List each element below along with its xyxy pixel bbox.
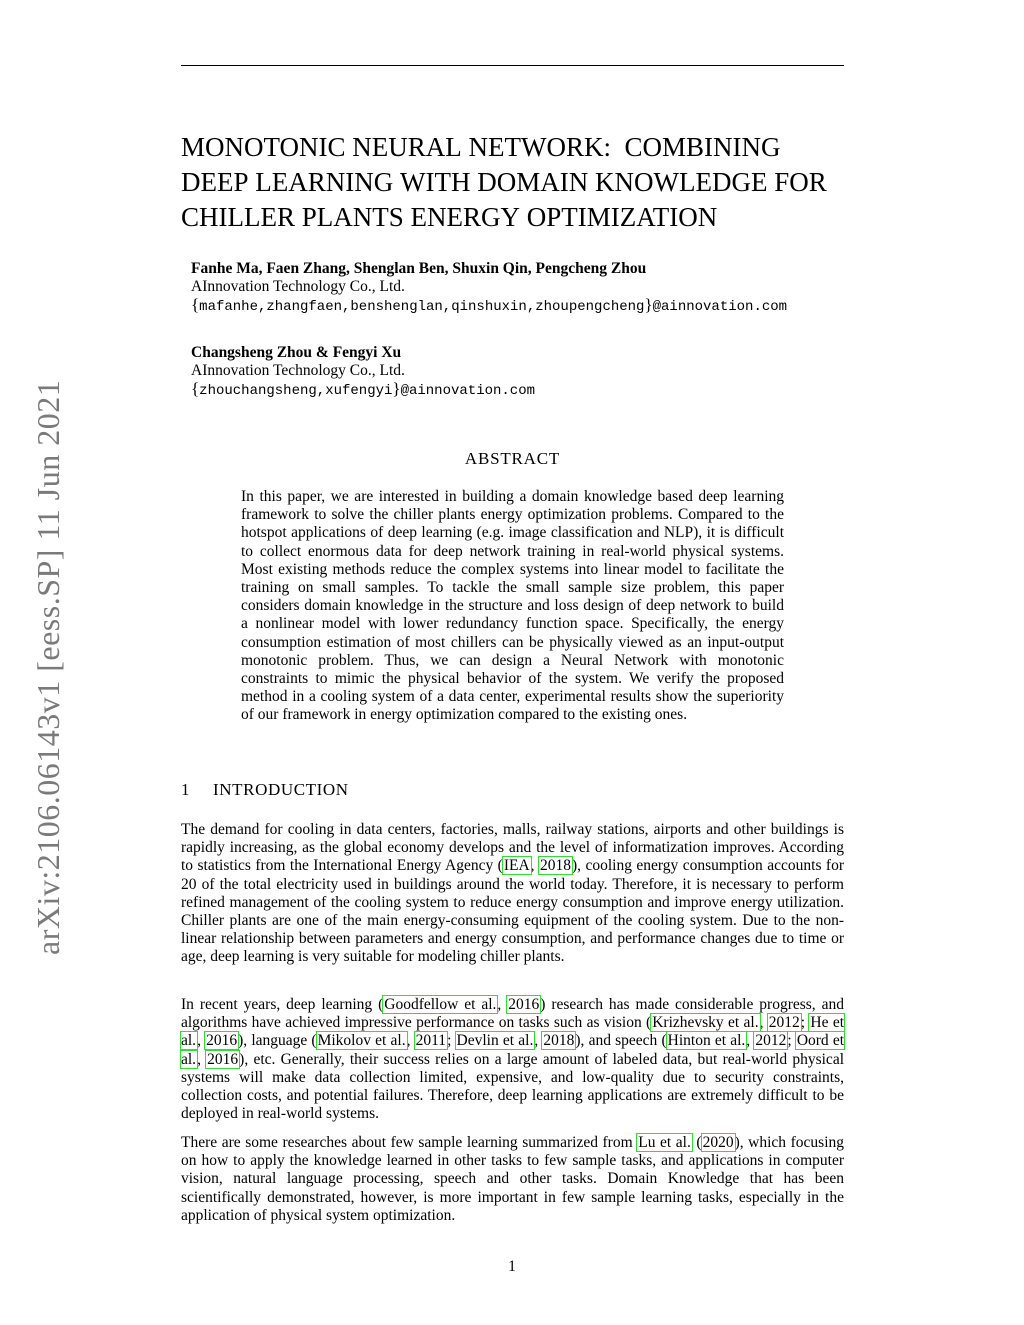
abstract-heading: ABSTRACT	[464, 449, 561, 468]
citation-link[interactable]: Lu et al.	[638, 1134, 691, 1151]
citation-link[interactable]: 2016	[207, 1050, 239, 1068]
author-names: Fanhe Ma, Faen Zhang, Shenglan Ben, Shuxin Qin, Pengcheng Zhou	[191, 260, 647, 277]
citation-link[interactable]: IEA	[503, 857, 530, 875]
paragraph: In recent years, deep learning (Goodfellow et al., 2016) research has made considerable progress, and algorithms have achieved impressive performance on tasks such as vision (Krizhevsky et al., 2012; He et al., 2016), language (Mikolov et al., 2011; Devlin et al., 2018), and speech (Hinton et al., 2012; Oord et al., 2016), etc. Generally, their success relies on a large amount of labeled data, but real-world physical systems will make data collection limited, expensive, and low-quality due to security constraints, collection costs, and potential failures. Therefore, deep learning applications are extremely difficult to be deployed in real-world systems.	[181, 996, 845, 1123]
citation-link[interactable]: Hinton et al.	[667, 1032, 746, 1050]
citation-link[interactable]: 2018	[539, 857, 571, 875]
citation-link[interactable]: 2011	[415, 1032, 447, 1050]
arxiv-identifier-stamp: arXiv:2106.06143v1 [eess.SP] 11 Jun 2021	[30, 379, 66, 955]
abstract-text: In this paper, we are interested in building a domain knowledge based deep learning framework to solve the chiller plants energy optimization problems. Compared to the hotspot applications of deep learning (e.g. image classification and NLP), it is difficult to collect enormous data for deep network training in real-world physical systems. Most existing methods reduce the complex systems into linear model to facilitate the training on small samples. To tackle the small sample size problem, this paper considers domain knowledge in the structure and loss design of deep network to build a nonlinear model with lower redundancy function space. Specifically, the energy consumption estimation of most chillers can be physically viewed as an input-output monotonic problem. Thus, we can design a Neural Network with monotonic constraints to mimic the physical behavior of the system. We verify the proposed method in a cooling system of a data center, experimental results show the superiority of our framework in energy optimization compared to the existing ones.	[241, 488, 784, 724]
author-affiliation: AInnovation Technology Co., Ltd.	[191, 362, 405, 379]
citation-link[interactable]: 2020	[702, 1134, 734, 1151]
citation-link[interactable]: Goodfellow et al.	[384, 996, 497, 1013]
section-heading-introduction: 1 INTRODUCTION	[181, 780, 349, 799]
author-group-1	[191, 260, 911, 316]
paper-title: MONOTONIC NEURAL NETWORK: COMBINING DEEP LEARNING WITH DOMAIN KNOWLEDGE FOR CHILLER PLANTS ENERGY OPTIMIZATION	[181, 132, 827, 232]
author-affiliation: AInnovation Technology Co., Ltd.	[191, 278, 405, 295]
paragraph: The demand for cooling in data centers, factories, malls, railway stations, airports and other buildings is rapidly increasing, as the global economy develops and the level of informatization improves. According to statistics from the International Energy Agency (IEA, 2018), cooling energy consumption accounts for 20 of the total electricity used in buildings around the world today. Therefore, it is necessary to perform refined management of the cooling system to reduce energy consumption and improve energy utilization. Chiller plants are one of the main energy-consuming equipment of the cooling system. Due to the non-linear relationship between parameters and energy consumption, and performance changes due to time or age, deep learning is very suitable for modeling chiller plants.	[181, 821, 844, 966]
author-group-2	[191, 344, 911, 400]
citation-link[interactable]: 2012	[768, 1014, 800, 1032]
citation-link[interactable]: 2016	[508, 996, 540, 1013]
author-names: Changsheng Zhou & Fengyi Xu	[191, 344, 402, 361]
author-email: {mafanhe,zhangfaen,benshenglan,qinshuxin,zhoupengcheng}@ainnovation.com	[191, 295, 788, 315]
citation-link[interactable]: 2012	[755, 1032, 787, 1050]
page-number: 1	[508, 1258, 516, 1275]
citation-link[interactable]: Devlin et al.	[456, 1032, 534, 1050]
citation-link[interactable]: 2016	[206, 1032, 238, 1050]
paragraph: There are some researches about few sample learning summarized from Lu et al. (2020), which focusing on how to apply the knowledge learned in other tasks to few sample tasks, and applications in computer vision, natural language processing, speech and other tasks. Domain Knowledge that has been scientifically demonstrated, however, is more important in few sample learning tasks, especially in the application of physical system optimization.	[181, 1134, 845, 1224]
citation-link[interactable]: He et al.	[181, 1014, 845, 1050]
header-rule	[181, 65, 844, 66]
citation-link[interactable]: 2018	[543, 1032, 575, 1050]
author-email: {zhouchangsheng,xufengyi}@ainnovation.com	[191, 379, 535, 399]
citation-link[interactable]: Mikolov et al.	[317, 1032, 406, 1050]
citation-link[interactable]: Krizhevsky et al.	[652, 1014, 759, 1032]
citation-link[interactable]: Oord et al.	[181, 1032, 845, 1068]
